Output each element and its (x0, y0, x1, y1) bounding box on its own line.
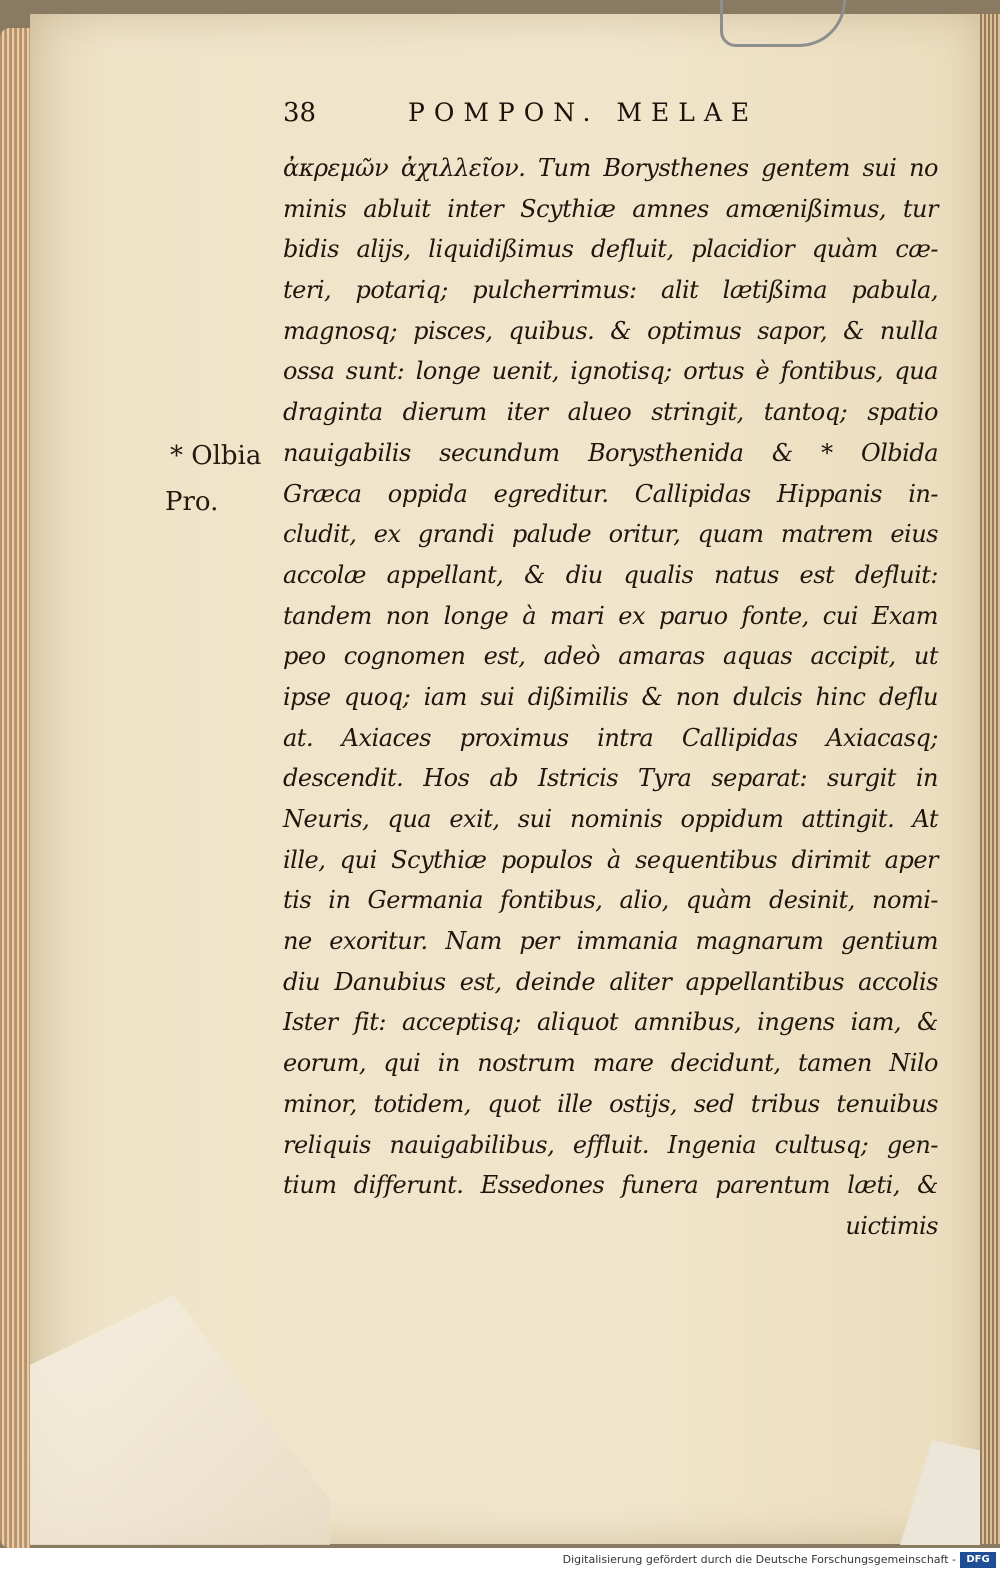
dfg-logo: DFG (960, 1552, 996, 1568)
text-line: accolæ appellant, & diu qualis natus est defluit: (283, 560, 938, 589)
catchword: uictimis (845, 1211, 938, 1240)
page-edge-right (980, 14, 1000, 1544)
text-line: cludit, ex grandi palude oritur, quam matrem eius (283, 520, 938, 549)
text-line: tandem non longe à mari ex paruo fonte, cui Exam (283, 601, 938, 630)
text-line: eorum, qui in nostrum mare decidunt, tamen Nilo (283, 1049, 938, 1078)
text-line: at. Axiaces proximus intra Callipidas Axiacasq; (283, 723, 938, 752)
text-line: ne exoritur. Nam per immania magnarum gentium (283, 927, 938, 956)
digitization-credit: Digitalisierung gefördert durch die Deutsche Forschungsgemeinschaft - (562, 1553, 956, 1566)
margin-note-olbia: * Olbia (170, 441, 262, 471)
page-number: 38 (283, 98, 317, 128)
text-line: bidis alijs, liquidißimus defluit, placidior quàm cæ- (283, 235, 938, 264)
text-line: descendit. Hos ab Istricis Tyra separat: surgit in (283, 764, 938, 793)
text-line: Neuris, qua exit, sui nominis oppidum attingit. At (283, 805, 938, 833)
page-header (283, 98, 938, 134)
text-line: draginta dierum iter alueo stringit, tantoq; spatio (283, 398, 938, 427)
text-line: nauigabilis secundum Borysthenida & * Olbida (283, 438, 938, 467)
margin-note-pro: Pro. (165, 487, 219, 517)
text-line: ossa sunt: longe uenit, ignotisq; ortus è fontibus, qua (283, 357, 938, 386)
text-line: Ister fit: acceptisq; aliquot amnibus, ingens iam, & (283, 1008, 938, 1037)
text-line: Græca oppida egreditur. Callipidas Hippanis in- (283, 479, 938, 508)
text-line: minis abluit inter Scythiæ amnes amœnißimus, tur (283, 194, 938, 223)
text-line: tium differunt. Essedones funera parentum læti, & (283, 1171, 938, 1200)
text-line: tis in Germania fontibus, alio, quàm desinit, nomi- (283, 886, 938, 915)
text-line: peo cognomen est, adeò amaras aquas accipit, ut (283, 642, 938, 671)
text-line: ἀκρεμῶν ἀχιλλεῖον. Tum Borysthenes gentem sui no (283, 154, 938, 182)
running-title: POMPON. MELAE (408, 98, 759, 127)
body-text (283, 148, 938, 1247)
text-line: minor, totidem, quot ille ostijs, sed tribus tenuibus (283, 1089, 938, 1118)
text-line: ipse quoq; iam sui dißimilis & non dulcis hinc deflu (283, 682, 938, 711)
page-stack-edge (0, 28, 30, 1548)
text-line: ille, qui Scythiæ populos à sequentibus dirimit aper (283, 845, 938, 874)
text-line: teri, potariq; pulcherrimus: alit lætißima pabula, (283, 276, 938, 305)
text-line: diu Danubius est, deinde aliter appellantibus accolis (283, 967, 938, 996)
text-line: magnosq; pisces, quibus. & optimus sapor, & nulla (283, 316, 938, 345)
text-line: reliquis nauigabilibus, effluit. Ingenia cultusq; gen- (283, 1130, 938, 1159)
